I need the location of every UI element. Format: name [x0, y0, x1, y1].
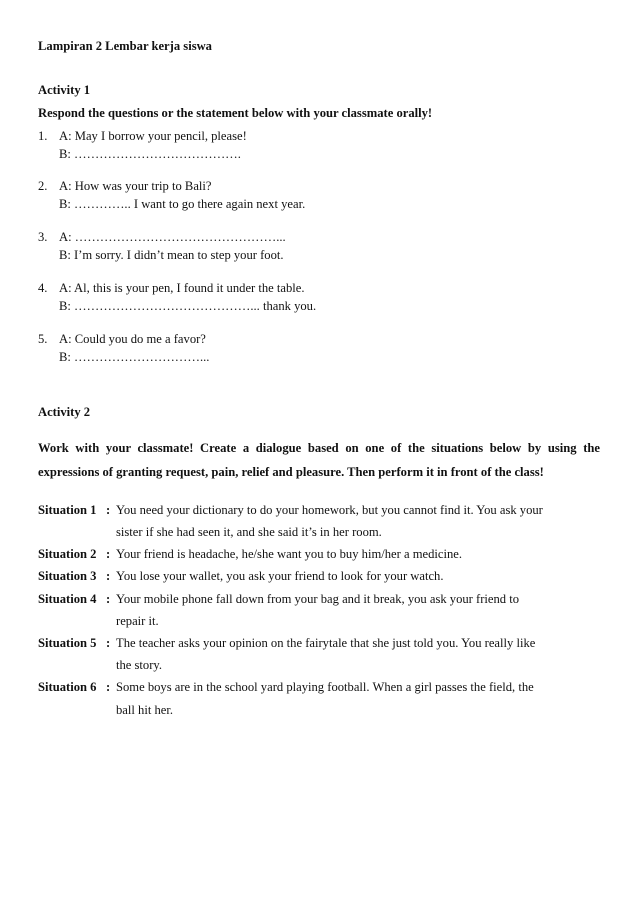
situation-label: Situation 3: [38, 569, 97, 583]
situation-text-continued: the story.: [116, 658, 163, 672]
question-line-b: B: I’m sorry. I didn’t mean to step your foot.: [59, 248, 284, 262]
activity2-instruction-line1: Work with your classmate! Create a dialogue based on one of the situations below by using the: [38, 441, 600, 455]
situation-text-continued: ball hit her.: [116, 703, 174, 717]
situation-colon: :: [106, 503, 111, 517]
question-number: 3.: [38, 230, 48, 244]
question-number: 5.: [38, 332, 48, 346]
situation-label: Situation 5: [38, 636, 97, 650]
situation-colon: :: [106, 592, 111, 606]
question-line-a: A: Al, this is your pen, I found it under the table.: [59, 281, 305, 295]
situation-text: Your friend is headache, he/she want you to buy him/her a medicine.: [116, 547, 463, 561]
situation-label: Situation 1: [38, 503, 97, 517]
activity1-heading: Activity 1: [38, 83, 91, 97]
question-line-b: B: ……………………………………... thank you.: [59, 299, 317, 313]
situation-label: Situation 6: [38, 680, 97, 694]
situation-text: You lose your wallet, you ask your friend to look for your watch.: [116, 569, 444, 583]
situation-colon: :: [106, 636, 111, 650]
situation-colon: :: [106, 680, 111, 694]
situation-text-continued: repair it.: [116, 614, 159, 628]
situation-text-continued: sister if she had seen it, and she said it’s in her room.: [116, 525, 382, 539]
situation-label: Situation 2: [38, 547, 97, 561]
situation-text: Your mobile phone fall down from your bag and it break, you ask your friend to: [116, 592, 520, 606]
question-line-a: A: …………………………………………...: [59, 230, 286, 244]
activity2-heading: Activity 2: [38, 405, 91, 419]
situation-text: Some boys are in the school yard playing football. When a girl passes the field, the: [116, 680, 534, 694]
question-line-b: B: ………….. I want to go there again next year.: [59, 197, 306, 211]
activity2-instruction-line2: expressions of granting request, pain, relief and pleasure. Then perform it in front of the class!: [38, 465, 544, 479]
question-line-a: A: May I borrow your pencil, please!: [59, 129, 247, 143]
question-line-b: B: ………………………………….: [59, 147, 241, 161]
situation-label: Situation 4: [38, 592, 97, 606]
situation-text: You need your dictionary to do your homework, but you cannot find it. You ask your: [116, 503, 543, 517]
situation-colon: :: [106, 569, 111, 583]
question-line-a: A: How was your trip to Bali?: [59, 179, 212, 193]
activity1-instruction: Respond the questions or the statement below with your classmate orally!: [38, 106, 433, 120]
question-line-a: A: Could you do me a favor?: [59, 332, 206, 346]
question-number: 4.: [38, 281, 48, 295]
situation-text: The teacher asks your opinion on the fairytale that she just told you. You really like: [116, 636, 536, 650]
situation-colon: :: [106, 547, 111, 561]
question-line-b: B: …………………………...: [59, 350, 210, 364]
page-title: Lampiran 2 Lembar kerja siswa: [38, 39, 212, 53]
question-number: 2.: [38, 179, 48, 193]
question-number: 1.: [38, 129, 48, 143]
